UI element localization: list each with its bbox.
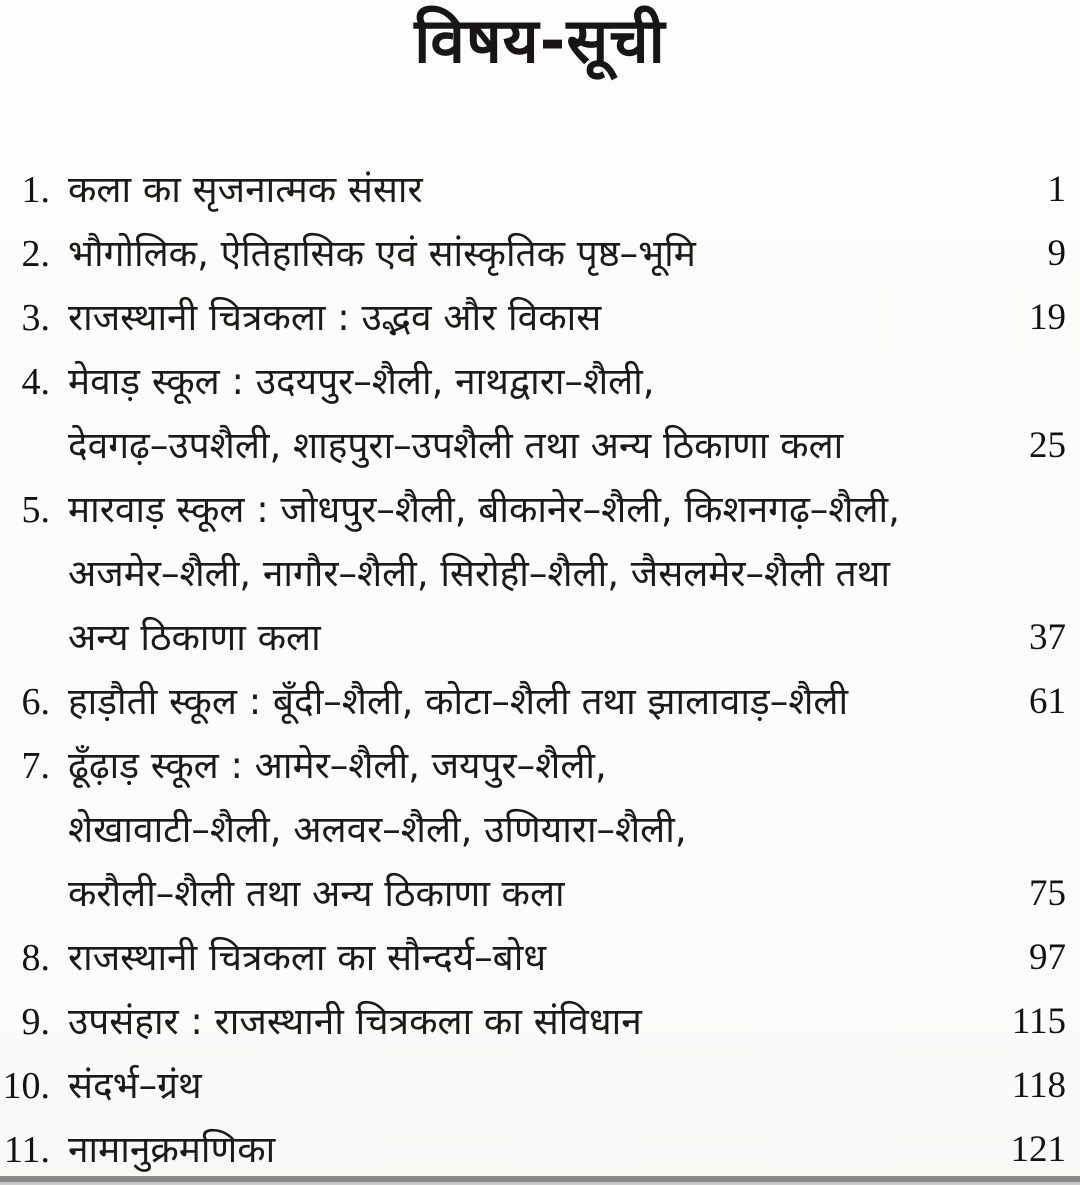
entry-text-line: अजमेर–शैली, नागौर–शैली, सिरोही–शैली, जैसलमेर–शैली तथा (68, 552, 890, 595)
entry-page-number: 97 (1029, 937, 1066, 978)
entry-number: 8. (21, 937, 50, 979)
entry-page-number: 9 (1047, 233, 1066, 274)
entry-text-line: कला का सृजनात्मक संसार (68, 168, 423, 211)
toc-list (0, 158, 1080, 1182)
entry-number: 5. (21, 489, 50, 531)
entry-title-lines (68, 990, 990, 1054)
toc-entry (0, 734, 1080, 926)
entry-number: 6. (21, 681, 50, 723)
entry-page-number: 25 (1029, 425, 1066, 466)
entry-text-line: मेवाड़ स्कूल : उदयपुर–शैली, नाथद्वारा–शैली, (68, 360, 655, 403)
toc-entry (0, 478, 1080, 670)
entry-text-line: उपसंहार : राजस्थानी चित्रकला का संविधान (68, 1000, 642, 1043)
toc-entry (0, 926, 1080, 990)
toc-entry (0, 158, 1080, 222)
toc-entry (0, 286, 1080, 350)
toc-entry (0, 670, 1080, 734)
entry-page-number: 61 (1029, 681, 1066, 722)
entry-text-line: मारवाड़ स्कूल : जोधपुर–शैली, बीकानेर–शैली, किशनगढ़–शैली, (68, 488, 900, 531)
entry-page-number: 115 (1011, 1001, 1066, 1042)
entry-title-lines (68, 286, 990, 350)
entry-text-line: करौली–शैली तथा अन्य ठिकाणा कला (68, 872, 565, 915)
entry-number: 3. (21, 297, 50, 339)
entry-text-line: देवगढ़–उपशैली, शाहपुरा–उपशैली तथा अन्य ठिकाणा कला (68, 424, 844, 467)
page-title: विषय-सूची (414, 4, 666, 77)
entry-number: 4. (21, 361, 50, 403)
entry-text-line: संदर्भ–ग्रंथ (68, 1064, 202, 1107)
entry-text-line: भौगोलिक, ऐतिहासिक एवं सांस्कृतिक पृष्ठ–भूमि (68, 232, 696, 275)
entry-text-line: ढूँढ़ाड़ स्कूल : आमेर–शैली, जयपुर–शैली, (68, 744, 607, 787)
entry-page-number: 1 (1047, 169, 1066, 210)
entry-number: 11. (3, 1129, 50, 1171)
entry-page-number: 121 (1010, 1129, 1066, 1170)
scan-edge-artifact (0, 1174, 1080, 1185)
entry-title-lines (68, 158, 990, 222)
entry-title-lines (68, 926, 990, 990)
entry-page-number: 37 (1029, 617, 1066, 658)
entry-text-line: शेखावाटी–शैली, अलवर–शैली, उणियारा–शैली, (68, 808, 687, 851)
entry-title-lines (68, 1118, 990, 1182)
entry-title-lines (68, 350, 990, 478)
entry-title-lines (68, 222, 990, 286)
entry-title-lines (68, 670, 990, 734)
entry-text-line: राजस्थानी चित्रकला का सौन्दर्य–बोध (68, 936, 547, 979)
entry-title-lines (68, 478, 990, 670)
entry-text-line: नामानुक्रमणिका (68, 1128, 276, 1171)
toc-entry (0, 990, 1080, 1054)
toc-entry (0, 222, 1080, 286)
toc-entry (0, 1054, 1080, 1118)
entry-title-lines (68, 1054, 990, 1118)
toc-entry (0, 350, 1080, 478)
entry-page-number: 118 (1011, 1065, 1066, 1106)
entry-text-line: अन्य ठिकाणा कला (68, 616, 321, 659)
entry-number: 10. (2, 1065, 50, 1107)
entry-page-number: 19 (1029, 297, 1066, 338)
entry-title-lines (68, 734, 990, 926)
entry-number: 7. (21, 745, 50, 787)
entry-page-number: 75 (1029, 873, 1066, 914)
entry-number: 1. (21, 169, 50, 211)
entry-text-line: हाड़ौती स्कूल : बूँदी–शैली, कोटा–शैली तथा झालावाड़–शैली (68, 680, 849, 723)
toc-entry (0, 1118, 1080, 1182)
entry-number: 2. (21, 233, 50, 275)
entry-text-line: राजस्थानी चित्रकला : उद्भव और विकास (68, 296, 602, 339)
entry-number: 9. (21, 1001, 50, 1043)
